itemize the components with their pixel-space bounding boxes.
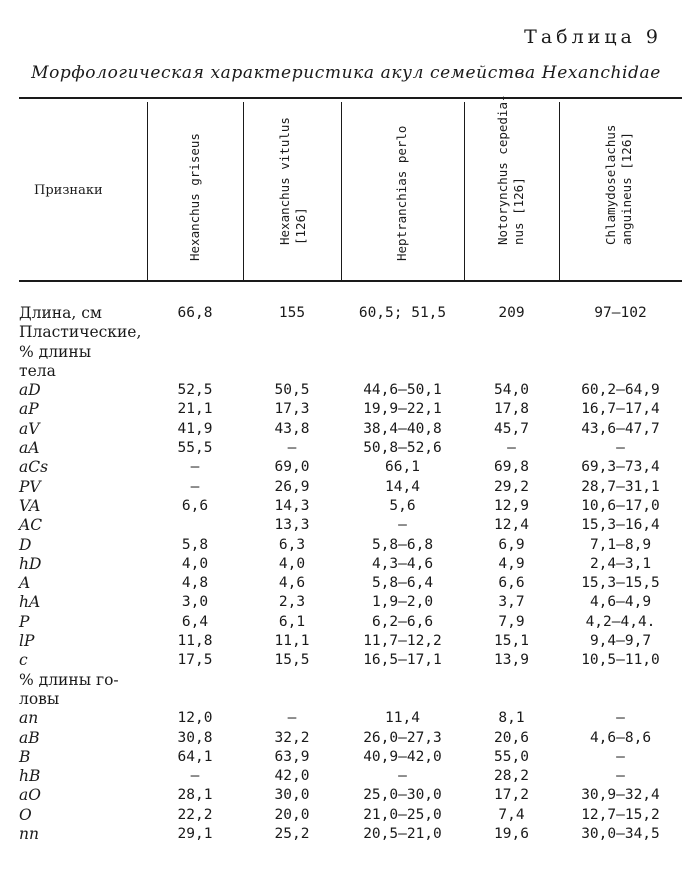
table-cell <box>341 323 464 342</box>
table-cell: 69,8 <box>494 459 529 476</box>
column-header-line: anguineus [126] <box>619 132 634 245</box>
table-cell: 2,4—3,1 <box>589 555 652 572</box>
table-cell: 28,1 <box>177 787 213 804</box>
table-row <box>19 651 682 670</box>
table-cell <box>243 343 341 362</box>
row-label: aB <box>19 728 40 747</box>
table-cell: 10,5—11,0 <box>581 652 660 669</box>
row-label: nn <box>19 825 39 844</box>
column-header-hexanchus-griseus <box>187 133 203 261</box>
table-row <box>19 555 682 574</box>
row-label: VA <box>19 496 41 515</box>
table-cell: 6,9 <box>498 536 525 553</box>
table-cell: 11,1 <box>274 633 310 650</box>
table-cell: — <box>398 768 407 785</box>
top-rule <box>19 97 682 99</box>
table-row <box>19 304 682 323</box>
table-cell: 26,9 <box>274 478 310 495</box>
table-cell: — <box>616 710 625 727</box>
table-cell: 12,9 <box>494 497 529 514</box>
table-cell: 3,0 <box>181 594 209 611</box>
table-cell <box>341 362 464 381</box>
table-cell: 60,5; 51,5 <box>358 305 447 321</box>
row-label: hD <box>19 554 42 573</box>
table-cell: 20,0 <box>274 806 310 823</box>
table-cell: 15,3—16,4 <box>581 517 660 534</box>
row-label: ловы <box>19 689 60 708</box>
column-header-hexanchus-vitulus <box>277 117 309 245</box>
table-cell: 5,6 <box>389 497 416 514</box>
row-label: O <box>19 805 32 824</box>
table-cell: 11,8 <box>177 633 213 650</box>
row-label: an <box>19 709 39 728</box>
column-header-line: Chlamydoselachus <box>603 124 618 245</box>
table-cell: 4,6—8,6 <box>589 729 652 746</box>
table-cell <box>243 671 341 690</box>
table-cell: 41,9 <box>177 420 213 437</box>
row-label: P <box>19 612 30 631</box>
table-cell: 15,5 <box>274 652 310 669</box>
table-cell <box>559 343 682 362</box>
table-cell <box>147 323 243 342</box>
table-cell: 28,7—31,1 <box>581 478 660 495</box>
table-cell: 15,3—15,5 <box>581 575 660 592</box>
table-cell <box>243 690 341 709</box>
table-cell: 4,6 <box>278 575 306 592</box>
table-cell: 43,8 <box>274 420 310 437</box>
column-header-chlamydoselachus-anguineus <box>603 125 635 245</box>
table-row <box>19 709 682 728</box>
table-cell <box>341 671 464 690</box>
table-row <box>19 671 682 690</box>
table-cell <box>464 323 559 342</box>
table-cell: 209 <box>498 305 525 321</box>
table-cell: 3,7 <box>498 594 525 611</box>
table-cell: 8,1 <box>498 710 525 727</box>
row-label: % длины го- <box>19 670 119 689</box>
table-caption: Морфологическая характеристика акул семейства Hexanchidae <box>31 63 661 83</box>
table-cell: 22,2 <box>177 806 213 823</box>
table-row <box>19 825 682 844</box>
table-cell: 30,9—32,4 <box>581 787 660 804</box>
table-row <box>19 323 682 342</box>
table-cell: 11,4 <box>385 710 420 727</box>
column-header-line: Heptranchias perlo <box>394 125 409 261</box>
table-cell: 44,6—50,1 <box>363 382 442 399</box>
table-cell: 4,6—4,9 <box>589 594 652 611</box>
table-cell: — <box>616 440 625 457</box>
table-cell: 17,8 <box>494 401 529 418</box>
column-divider <box>243 102 244 280</box>
row-label: c <box>19 651 28 670</box>
row-label: A <box>19 574 31 593</box>
column-header-notorynchus-cepedianus <box>495 94 527 245</box>
table-cell: 45,7 <box>494 420 529 437</box>
row-label: aO <box>19 786 41 805</box>
row-label: AC <box>19 516 43 535</box>
table-cell: 42,0 <box>274 768 310 785</box>
column-divider <box>147 102 148 280</box>
row-label: Длина, см <box>19 304 102 322</box>
table-cell <box>559 362 682 381</box>
table-cell: 4,0 <box>181 555 209 572</box>
table-row <box>19 806 682 825</box>
table-cell: 50,5 <box>274 382 310 399</box>
row-label: aD <box>19 381 41 400</box>
table-cell: 20,5—21,0 <box>363 826 442 843</box>
table-row <box>19 632 682 651</box>
table-cell: 26,0—27,3 <box>363 729 442 746</box>
table-cell: 28,2 <box>494 768 529 785</box>
table-row <box>19 786 682 805</box>
table-cell: 32,2 <box>274 729 310 746</box>
table-cell <box>464 343 559 362</box>
table-cell <box>559 323 682 342</box>
table-row <box>19 478 682 497</box>
table-cell: 6,6 <box>181 497 209 514</box>
table-row <box>19 381 682 400</box>
table-cell: 7,1—8,9 <box>589 536 652 553</box>
table-cell: 7,9 <box>498 613 525 630</box>
table-row <box>19 343 682 362</box>
table-row <box>19 400 682 419</box>
table-cell <box>559 690 682 709</box>
table-cell: — <box>507 440 516 457</box>
row-label: PV <box>19 477 41 496</box>
table-cell: — <box>287 710 297 727</box>
table-cell: 16,5—17,1 <box>363 652 442 669</box>
table-cell: 11,7—12,2 <box>363 633 442 650</box>
table-row <box>19 767 682 786</box>
table-cell <box>147 343 243 362</box>
table-cell: 15,1 <box>494 633 529 650</box>
table-row <box>19 362 682 381</box>
table-cell: 52,5 <box>177 382 213 399</box>
table-cell: 10,6—17,0 <box>581 497 660 514</box>
table-cell <box>464 671 559 690</box>
table-cell <box>341 343 464 362</box>
table-cell: 6,6 <box>498 575 525 592</box>
column-header-line: [126] <box>293 207 308 245</box>
row-label: hB <box>19 767 41 786</box>
header-rule <box>19 280 682 282</box>
table-row <box>19 516 682 535</box>
row-label: B <box>19 747 31 766</box>
column-divider <box>464 102 465 280</box>
table-cell: 69,3—73,4 <box>581 459 660 476</box>
table-cell: 29,2 <box>494 478 529 495</box>
table-cell: 25,0—30,0 <box>363 787 442 804</box>
table-cell: — <box>190 459 200 476</box>
table-cell: — <box>398 517 407 534</box>
table-cell: 13,9 <box>494 652 529 669</box>
features-header: Признаки <box>34 183 103 198</box>
table-cell: 13,3 <box>274 517 310 534</box>
table-cell: 25,2 <box>274 826 310 843</box>
row-label: aCs <box>19 458 49 477</box>
table-cell: 4,3—4,6 <box>371 555 434 572</box>
table-cell: 63,9 <box>274 748 310 765</box>
table-cell: 17,5 <box>177 652 213 669</box>
table-cell: 6,4 <box>181 613 209 630</box>
table-row <box>19 536 682 555</box>
table-cell: 55,5 <box>177 440 213 457</box>
table-cell: 17,3 <box>274 401 310 418</box>
row-label: тела <box>19 361 56 380</box>
row-label: aV <box>19 419 40 438</box>
table-cell: 40,9—42,0 <box>363 748 442 765</box>
table-cell <box>464 690 559 709</box>
table-cell: 4,9 <box>498 555 525 572</box>
table-row <box>19 729 682 748</box>
column-header-line: Hexanchus vitulus <box>277 117 292 245</box>
column-header-line: Hexanchus griseus <box>187 133 202 261</box>
table-body <box>19 304 682 844</box>
table-cell: 5,8 <box>181 536 209 553</box>
table-cell: 64,1 <box>177 748 213 765</box>
table-cell: 21,1 <box>177 401 213 418</box>
table-cell: 55,0 <box>494 748 529 765</box>
table-row <box>19 593 682 612</box>
column-header-line: nus [126] <box>511 177 526 245</box>
row-label: hA <box>19 593 41 612</box>
table-cell: 16,7—17,4 <box>581 401 660 418</box>
table-cell: 155 <box>278 305 306 321</box>
table-cell: — <box>190 478 200 495</box>
table-cell <box>243 362 341 381</box>
table-row <box>19 497 682 516</box>
table-cell: 12,7—15,2 <box>581 806 660 823</box>
table-cell: — <box>616 768 625 785</box>
table-cell: 60,2—64,9 <box>581 382 660 399</box>
table-cell: 97—102 <box>594 305 647 321</box>
table-cell: 21,0—25,0 <box>363 806 442 823</box>
table-cell <box>243 323 341 342</box>
table-cell: — <box>287 440 297 457</box>
table-row <box>19 613 682 632</box>
table-cell <box>147 690 243 709</box>
row-label: Пластические, <box>19 323 142 342</box>
table-cell: 1,9—2,0 <box>371 594 434 611</box>
table-cell: 12,4 <box>494 517 529 534</box>
table-cell: 54,0 <box>494 382 529 399</box>
table-cell: 30,8 <box>177 729 213 746</box>
table-row <box>19 748 682 767</box>
table-number: Таблица 9 <box>524 26 662 48</box>
column-header-line: Notorynchus cepedia- <box>495 94 510 245</box>
table-cell <box>559 671 682 690</box>
table-cell: 43,6—47,7 <box>581 420 660 437</box>
table-row <box>19 458 682 477</box>
column-divider <box>559 102 560 280</box>
table-cell: 14,4 <box>385 478 420 495</box>
table-cell: 19,9—22,1 <box>363 401 442 418</box>
row-label: aP <box>19 400 39 419</box>
row-label: % длины <box>19 342 92 361</box>
table-row <box>19 439 682 458</box>
table-cell <box>147 362 243 381</box>
table-cell: 66,8 <box>177 305 213 321</box>
table-cell: 6,3 <box>278 536 306 553</box>
table-cell: 20,6 <box>494 729 529 746</box>
table-cell: 69,0 <box>274 459 310 476</box>
table-cell: 29,1 <box>177 826 213 843</box>
row-label: D <box>19 535 32 554</box>
row-label: lP <box>19 632 35 651</box>
table-cell: — <box>190 768 200 785</box>
table-cell: 5,8—6,4 <box>371 575 434 592</box>
table-cell <box>147 671 243 690</box>
table-cell: 17,2 <box>494 787 529 804</box>
table-cell <box>147 516 243 535</box>
table-cell: 38,4—40,8 <box>363 420 442 437</box>
table-cell: 9,4—9,7 <box>589 633 652 650</box>
table-cell: 50,8—52,6 <box>363 440 442 457</box>
table-cell: 2,3 <box>278 594 306 611</box>
table-cell: 7,4 <box>498 806 525 823</box>
column-header-heptranchias-perlo <box>394 126 410 261</box>
table-cell: 66,1 <box>385 459 420 476</box>
table-cell: 12,0 <box>177 710 213 727</box>
table-cell: 30,0 <box>274 787 310 804</box>
table-cell: 14,3 <box>274 497 310 514</box>
row-label: aA <box>19 439 40 458</box>
table-cell <box>464 362 559 381</box>
table-row <box>19 574 682 593</box>
table-cell <box>341 690 464 709</box>
table-cell: 4,0 <box>278 555 306 572</box>
table-cell: 6,1 <box>278 613 306 630</box>
table-cell: 5,8—6,8 <box>371 536 434 553</box>
table-cell: 19,6 <box>494 826 529 843</box>
table-row <box>19 690 682 709</box>
table-cell: 30,0—34,5 <box>581 826 660 843</box>
table-cell: 4,2—4,4. <box>585 613 656 630</box>
table-cell: — <box>616 748 625 765</box>
table-row <box>19 420 682 439</box>
table-cell: 6,2—6,6 <box>371 613 434 630</box>
column-divider <box>341 102 342 280</box>
table-cell: 4,8 <box>181 575 209 592</box>
